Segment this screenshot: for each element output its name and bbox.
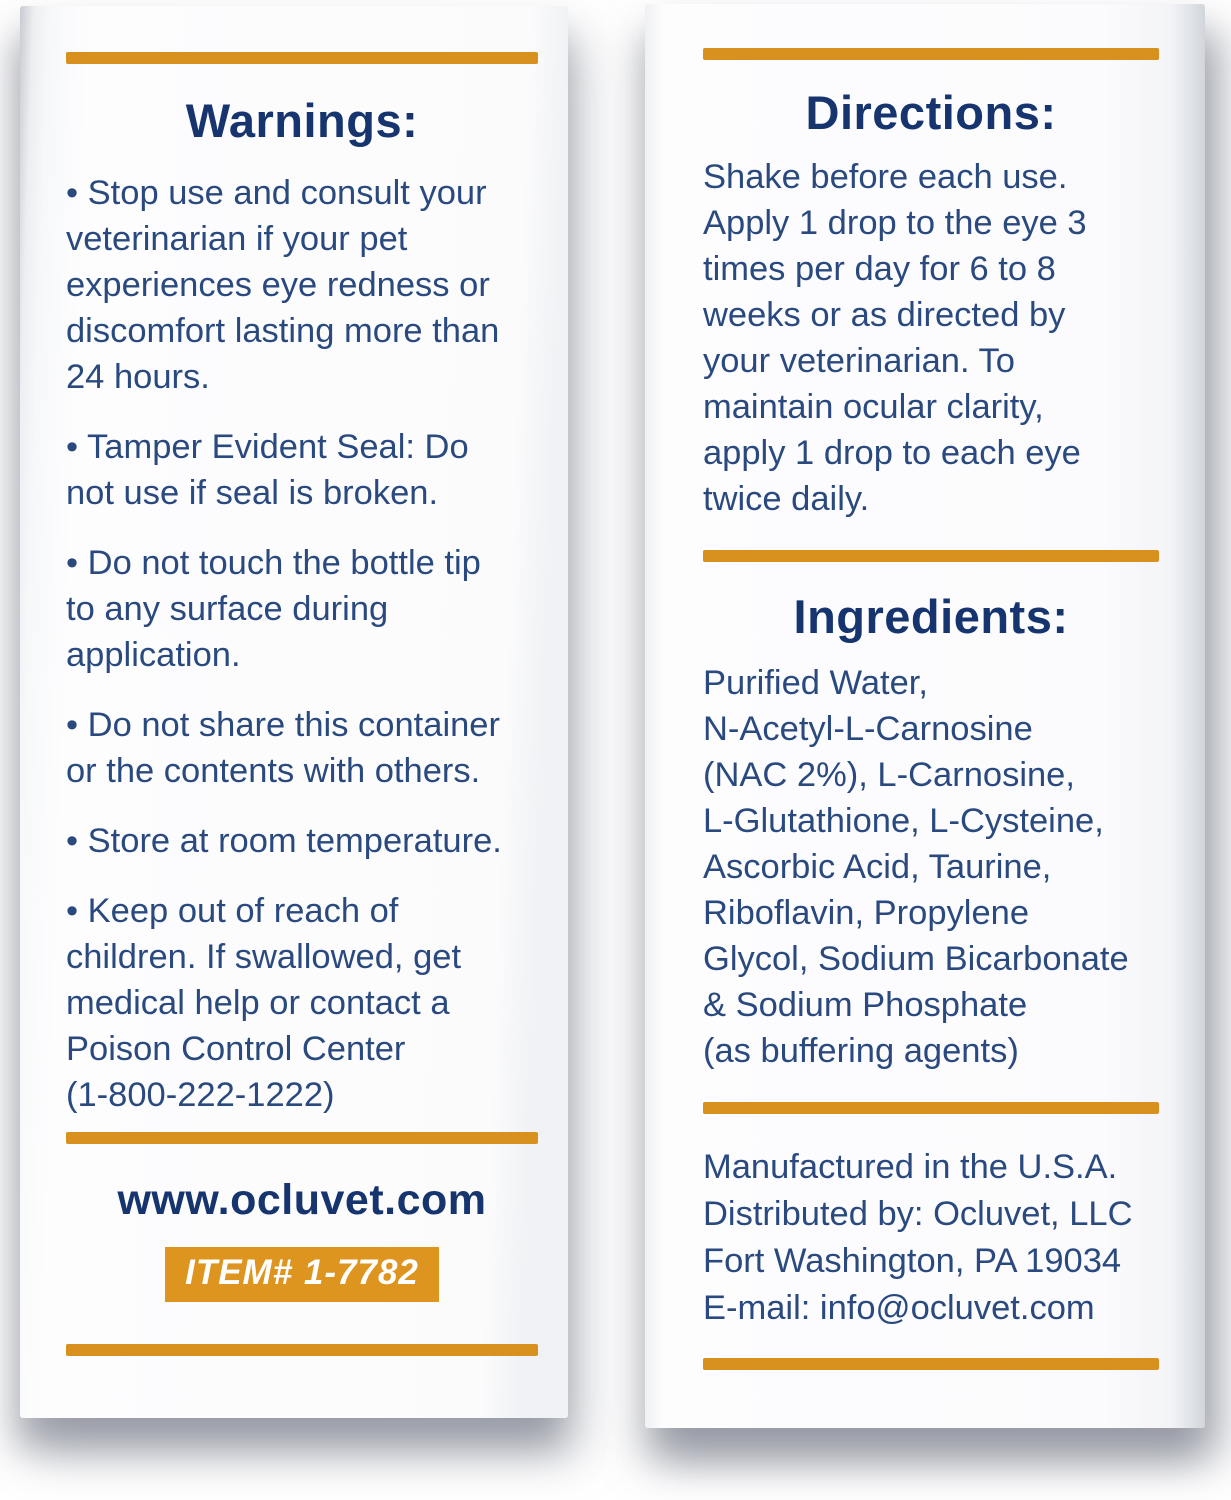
warning-bullet: • Stop use and consult your veterinarian if your pet experiences eye redness or discomfort lasting more than 24 hours. <box>66 174 500 396</box>
divider-rule-middle <box>703 550 1159 562</box>
divider-rule-lower <box>703 1102 1159 1114</box>
divider-rule-top <box>66 52 538 64</box>
warning-bullet: • Do not touch the bottle tip to any surface during application. <box>66 544 481 674</box>
manufacturer-text: Manufactured in the U.S.A. Distributed by: Ocluvet, LLC Fort Washington, PA 19034 E-mail: info@ocluvet.com <box>703 1148 1133 1327</box>
ingredients-heading: Ingredients: <box>793 590 1069 643</box>
directions-heading: Directions: <box>805 86 1057 139</box>
warning-bullet: • Tamper Evident Seal: Do not use if seal is broken. <box>66 428 469 512</box>
warnings-heading: Warnings: <box>185 94 419 147</box>
warning-bullet: • Keep out of reach of children. If swallowed, get medical help or contact a Poison Control Center (1-800-222-1222) <box>66 892 462 1114</box>
website-text: www.ocluvet.com <box>117 1176 487 1224</box>
directions-ingredients-panel <box>645 4 1205 1428</box>
directions-text: Shake before each use. Apply 1 drop to the eye 3 times per day for 6 to 8 weeks or as directed by your veterinarian. To maintain ocular clarity, apply 1 drop to each eye twice daily. <box>703 158 1087 518</box>
warning-bullet: • Store at room temperature. <box>66 822 502 860</box>
warnings-list <box>66 170 538 1118</box>
divider-rule-bottom <box>66 1344 538 1356</box>
divider-rule-top <box>703 48 1159 60</box>
item-number-badge: ITEM# 1-7782 <box>165 1247 439 1302</box>
ingredients-text: Purified Water, N-Acetyl-L-Carnosine (NAC 2%), L-Carnosine, L-Glutathione, L-Cysteine, Ascorbic Acid, Taurine, Riboflavin, Propylene Glycol, Sodium Bicarbonate & Sodium Phosphate (as buffering agents) <box>703 664 1129 1070</box>
warnings-panel <box>20 6 568 1418</box>
divider-rule-middle <box>66 1132 538 1144</box>
item-badge-row <box>66 1247 538 1302</box>
warning-bullet: • Do not share this container or the contents with others. <box>66 706 500 790</box>
divider-rule-bottom <box>703 1358 1159 1370</box>
